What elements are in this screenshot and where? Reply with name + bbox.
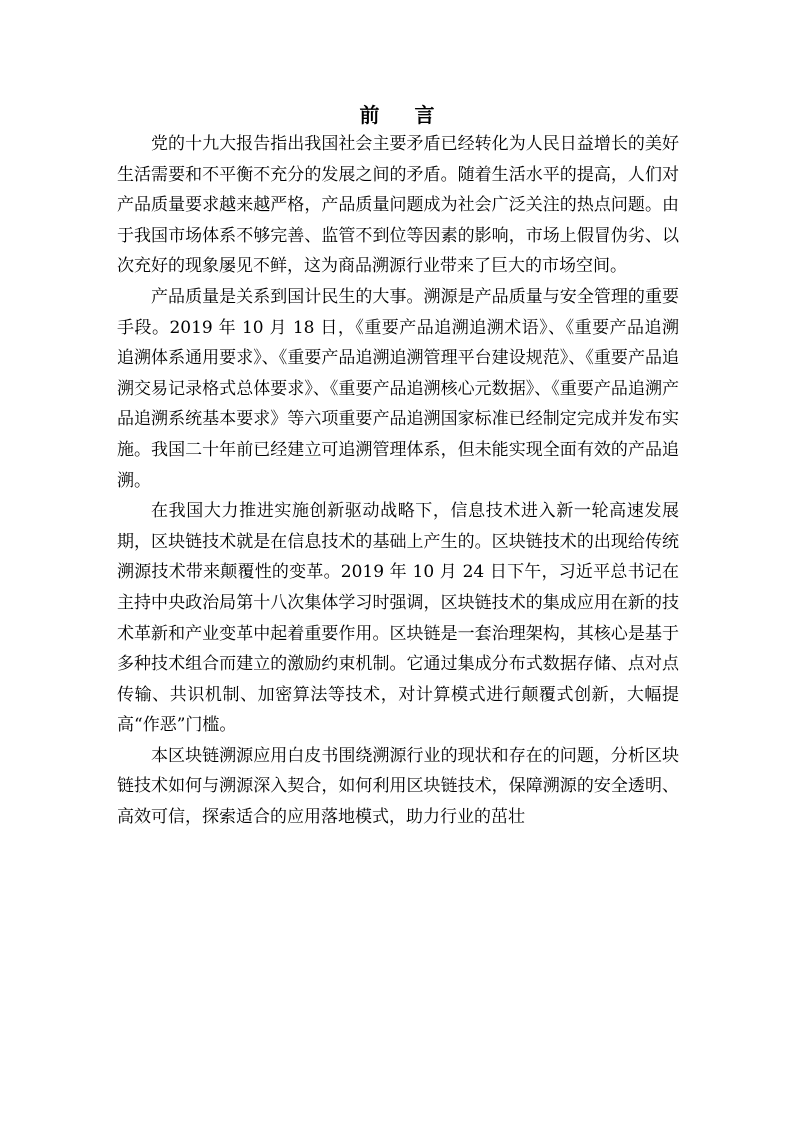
document-body bbox=[117, 129, 679, 833]
paragraph-2: 产品质量是关系到国计民生的大事。溯源是产品质量与安全管理的重要手段。2019 年 10 月 18 日，《重要产品追溯追溯术语》、《重要产品追溯追溯体系通用要求》、《重要产品追溯追溯管理平台建设规范》、《重要产品追溯交易记录格式总体要求》、《重要产品追溯核心元数据》、《重要产品追溯产品追溯系统基本要求》等六项重要产品追溯国家标准已经制定完成并发布实施。我国二十年前已经建立可追溯管理体系，但未能实现全面有效的产品追溯。 bbox=[117, 286, 679, 491]
page-title: 前 言 bbox=[359, 103, 449, 127]
paragraph-1: 党的十九大报告指出我国社会主要矛盾已经转化为人民日益增长的美好生活需要和不平衡不充分的发展之间的矛盾。随着生活水平的提高，人们对产品质量要求越来越严格，产品质量问题成为社会广泛关注的热点问题。由于我国市场体系不够完善、监管不到位等因素的影响，市场上假冒伪劣、以次充好的现象屡见不鲜，这为商品溯源行业带来了巨大的市场空间。 bbox=[117, 134, 679, 277]
paragraph-4: 本区块链溯源应用白皮书围绕溯源行业的现状和存在的问题，分析区块链技术如何与溯源深入契合，如何利用区块链技术，保障溯源的安全透明、高效可信，探索适合的应用落地模式，助力行业的茁壮 bbox=[117, 745, 679, 828]
paragraph-3: 在我国大力推进实施创新驱动战略下，信息技术进入新一轮高速发展期，区块链技术就是在信息技术的基础上产生的。区块链技术的出现给传统溯源技术带来颠覆性的变革。2019 年 10 月 24 日下午，习近平总书记在主持中央政治局第十八次集体学习时强调，区块链技术的集成应用在新的技术革新和产业变革中起着重要作用。区块链是一套治理架构，其核心是基于多种技术组合而建立的激励约束机制。它通过集成分布式数据存储、点对点传输、共识机制、加密算法等技术，对计算模式进行颠覆式创新，大幅提高“作恶”门槛。 bbox=[117, 501, 679, 736]
